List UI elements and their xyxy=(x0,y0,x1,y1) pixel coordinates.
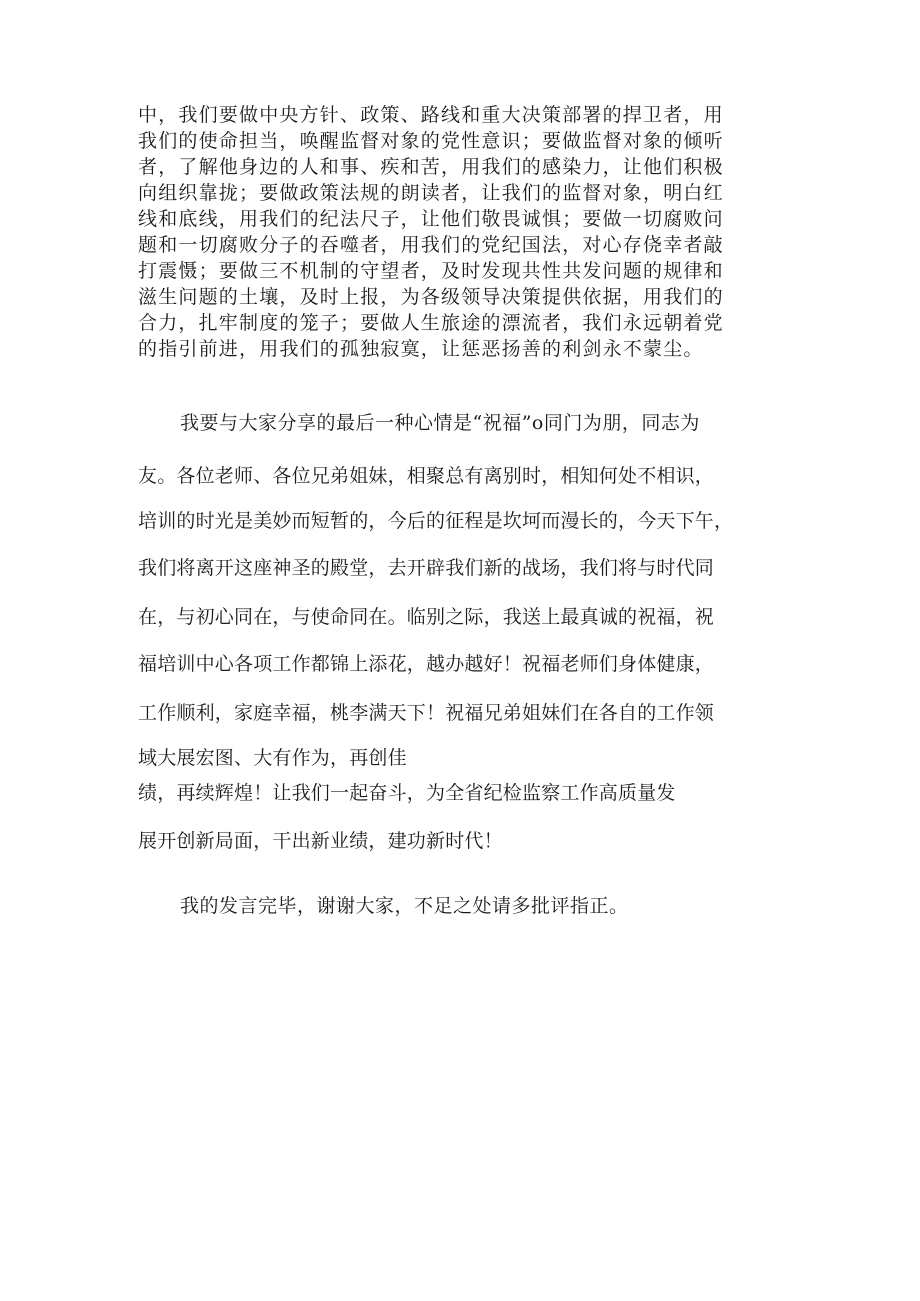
text-line: 打震慑；要做三不机制的守望者，及时发现共性共发问题的规律和 xyxy=(138,260,724,282)
text-line: 我们将离开这座神圣的殿堂，去开辟我们新的战场，我们将与时代同 xyxy=(138,557,715,579)
text-line: 我的发言完毕，谢谢大家，不足之处请多批评指正。 xyxy=(180,895,629,917)
text-line: 工作顺利，家庭幸福，桃李满天下！祝福兄弟姐妹们在各自的工作领 xyxy=(138,702,715,724)
text-line: 友。各位老师、各位兄弟姐妹，相聚总有离别时，相知何处不相识， xyxy=(138,465,715,487)
text-line: 向组织靠拢；要做政策法规的朗读者，让我们的监督对象，明白红 xyxy=(138,182,724,204)
text-line: 福培训中心各项工作都锦上添花，越办越好！祝福老师们身体健康， xyxy=(138,653,715,675)
text-line: 的指引前进，用我们的孤独寂寞，让惩恶扬善的利剑永不蒙尘。 xyxy=(138,338,704,360)
text-line: 在，与初心同在，与使命同在。临别之际，我送上最真诚的祝福，祝 xyxy=(138,606,715,628)
text-line: 域大展宏图、大有作为，再创佳 xyxy=(138,747,407,769)
text-line: 滋生问题的土壤，及时上报，为各级领导决策提供依据，用我们的 xyxy=(138,286,724,308)
text-line: 中，我们要做中央方针、政策、路线和重大决策部署的捍卫者，用 xyxy=(138,104,724,126)
text-line: 题和一切腐败分子的吞噬者，用我们的党纪国法，对心存侥幸者敲 xyxy=(138,234,724,256)
text-line: 合力，扎牢制度的笼子；要做人生旅途的漂流者，我们永远朝着党 xyxy=(138,312,724,334)
text-line: 我们的使命担当，唤醒监督对象的党性意识；要做监督对象的倾听 xyxy=(138,130,724,152)
text-line: 我要与大家分享的最后一种心情是“祝福”o同门为朋，同志为 xyxy=(180,412,700,434)
text-line: 绩，再续辉煌！让我们一起奋斗，为全省纪检监察工作高质量发 xyxy=(138,782,676,804)
text-line: 培训的时光是美妙而短暂的，今后的征程是坎坷而漫长的，今天下午， xyxy=(138,510,734,532)
text-line: 者，了解他身边的人和事、疾和苦，用我们的感染力，让他们积极 xyxy=(138,156,724,178)
text-line: 线和底线，用我们的纪法尺子，让他们敬畏诚惧；要做一切腐败问 xyxy=(138,208,724,230)
text-line: 展开创新局面，干出新业绩，建功新时代！ xyxy=(138,830,503,852)
